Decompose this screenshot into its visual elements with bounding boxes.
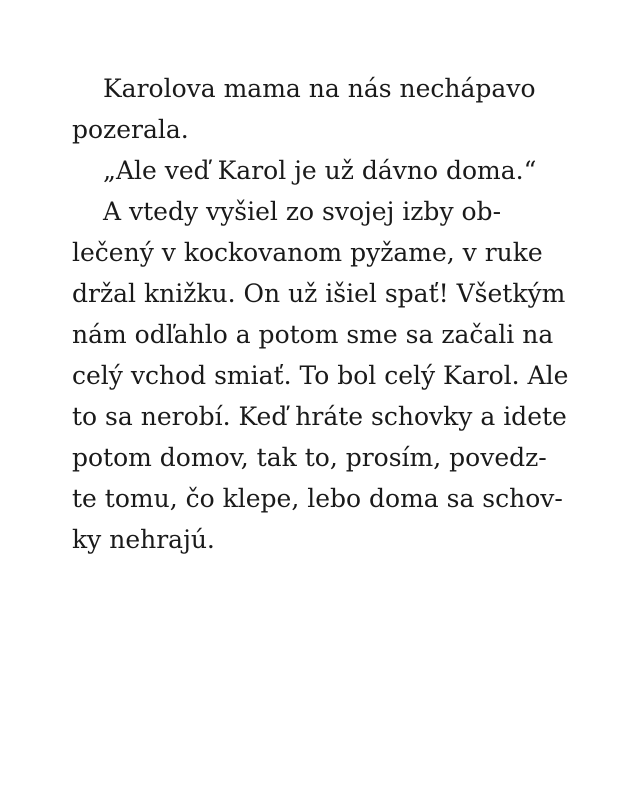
text-line: Karolova mama na nás nechápavo xyxy=(103,74,536,103)
text-line: te tomu, čo klepe, lebo doma sa schov- xyxy=(72,484,563,513)
text-line: A vtedy vyšiel zo svojej izby ob- xyxy=(103,197,502,226)
text-line: nám odľahlo a potom sme sa začali na xyxy=(72,320,554,349)
text-line: to sa nerobí. Keď hráte schovky a idete xyxy=(72,402,567,431)
text-line: pozerala. xyxy=(72,115,189,144)
text-line: potom domov, tak to, prosím, povedz- xyxy=(72,443,547,472)
text-line: držal knižku. On už išiel spať! Všetkým xyxy=(72,279,566,308)
text-line: celý vchod smiať. To bol celý Karol. Ale xyxy=(72,361,569,390)
text-line: „Ale veď Karol je už dávno doma.“ xyxy=(103,156,537,185)
body-text xyxy=(72,68,592,560)
text-line: lečený v kockovanom pyžame, v ruke xyxy=(72,238,543,267)
text-line: ky nehrajú. xyxy=(72,525,215,554)
